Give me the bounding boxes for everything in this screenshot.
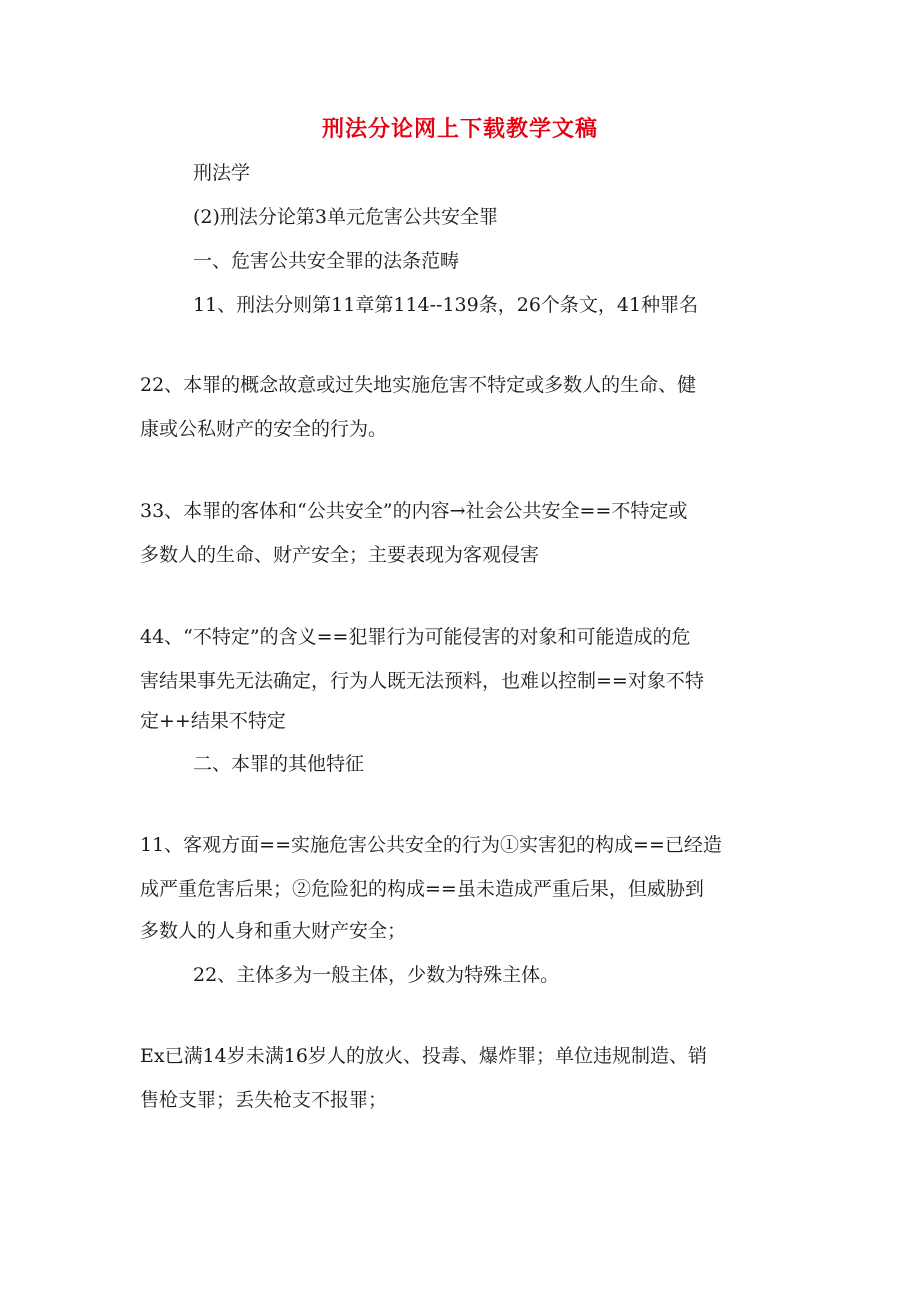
text-line: (2)刑法分论第3单元危害公共安全罪 — [193, 206, 499, 228]
text-line: 康或公私财产的安全的行为。 — [140, 418, 388, 440]
text-line: 33、本罪的客体和“公共安全”的内容→社会公共安全==不特定或 — [140, 500, 688, 522]
text-line: 售枪支罪；丢失枪支不报罪； — [140, 1089, 388, 1111]
text-line: Ex已满14岁未满16岁人的放火、投毒、爆炸罪；单位违规制造、销 — [140, 1045, 707, 1067]
text-line: 一、危害公共安全罪的法条范畴 — [193, 250, 460, 272]
text-line: 刑法学 — [193, 162, 251, 184]
text-line: 44、“不特定”的含义==犯罪行为可能侵害的对象和可能造成的危 — [140, 626, 691, 648]
text-line: 二、本罪的其他特征 — [193, 753, 365, 775]
text-line: 多数人的生命、财产安全；主要表现为客观侵害 — [140, 544, 540, 566]
text-line: 22、主体多为一般主体，少数为特殊主体。 — [193, 964, 560, 986]
text-line: 成严重危害后果；②危险犯的构成==虽未造成严重后果，但威胁到 — [140, 878, 704, 900]
text-line: 害结果事先无法确定，行为人既无法预料，也难以控制==对象不特 — [140, 670, 704, 692]
text-line: 多数人的人身和重大财产安全； — [140, 920, 407, 942]
text-line: 11、客观方面==实施危害公共安全的行为①实害犯的构成==已经造 — [140, 834, 722, 856]
text-line: 定++结果不特定 — [140, 710, 286, 732]
document-title: 刑法分论网上下载教学文稿 — [321, 117, 598, 142]
text-line: 11、刑法分则第11章第114--139条，26个条文，41种罪名 — [193, 294, 699, 316]
text-line: 22、本罪的概念故意或过失地实施危害不特定或多数人的生命、健 — [140, 374, 697, 396]
